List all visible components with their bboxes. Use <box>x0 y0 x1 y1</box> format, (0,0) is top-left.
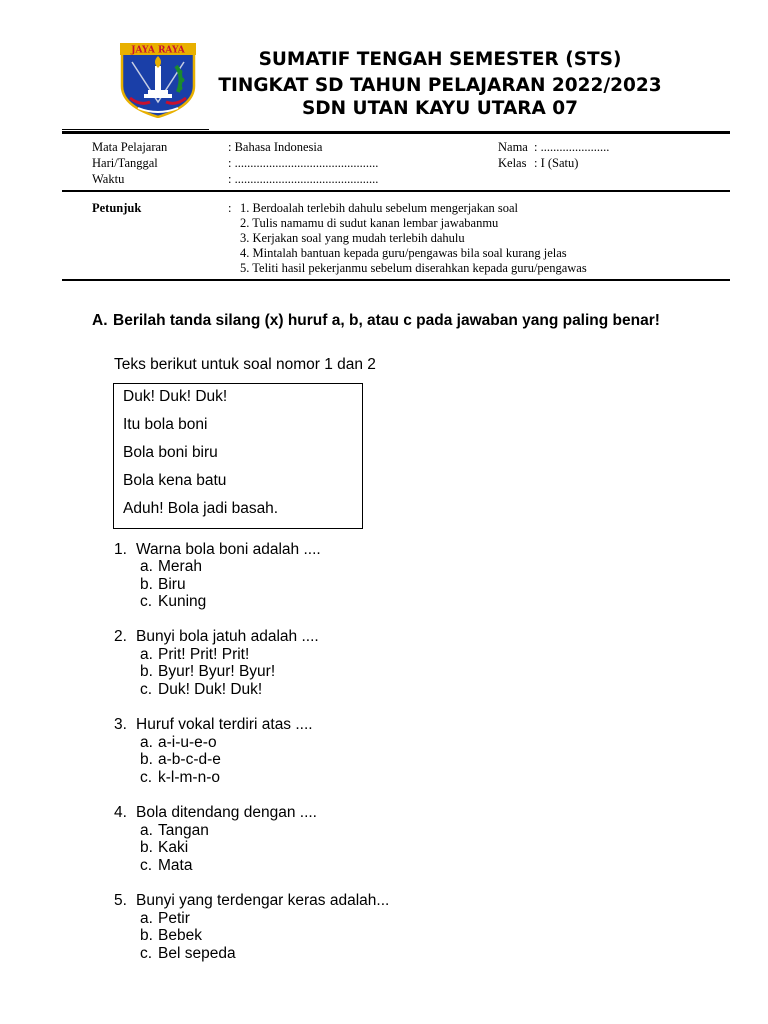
hari-label: Hari/Tanggal <box>92 156 158 170</box>
question-2-option-b[interactable]: b. Byur! Byur! Byur! <box>140 663 276 680</box>
question-text: Huruf vokal terdiri atas .... <box>136 716 313 733</box>
waktu-value: : .............................................. <box>228 172 379 186</box>
question-5-option-a[interactable]: a. Petir <box>140 910 190 927</box>
reading-line: Duk! Duk! Duk! <box>123 388 228 405</box>
question-text: Bunyi bola jatuh adalah .... <box>136 628 319 645</box>
exam-title: SUMATIF TENGAH SEMESTER (STS) <box>258 49 622 70</box>
reading-subtitle: Teks berikut untuk soal nomor 1 dan 2 <box>114 356 376 373</box>
reading-line: Aduh! Bola jadi basah. <box>123 500 279 517</box>
question-number: 2. <box>114 628 127 645</box>
section-letter: A. <box>92 312 108 329</box>
reading-text-box <box>113 383 363 529</box>
petunjuk-item-4: 4. Mintalah bantuan kepada guru/pengawas bila soal kurang jelas <box>240 246 567 260</box>
jaya-raya-logo <box>118 42 198 118</box>
petunjuk-label: Petunjuk <box>92 201 142 215</box>
mapel-value: : Bahasa Indonesia <box>228 140 323 154</box>
question-1-option-b[interactable]: b. Biru <box>140 576 186 593</box>
question-3 <box>114 716 313 734</box>
info-rule <box>62 190 730 192</box>
question-3-option-a[interactable]: a. a-i-u-e-o <box>140 734 217 751</box>
svg-text:JAYA RAYA: JAYA RAYA <box>131 45 185 56</box>
nama-value: : ...................... <box>534 140 610 154</box>
reading-line: Bola boni biru <box>123 444 218 461</box>
header-rule-thick <box>62 131 730 134</box>
reading-line: Bola kena batu <box>123 472 227 489</box>
question-1 <box>114 541 321 559</box>
question-2-option-a[interactable]: a. Prit! Prit! Prit! <box>140 646 250 663</box>
mapel-label: Mata Pelajaran <box>92 140 168 154</box>
question-5-option-b[interactable]: b. Bebek <box>140 927 202 944</box>
section-instruction <box>92 311 712 331</box>
question-number: 5. <box>114 892 127 909</box>
question-4-option-c[interactable]: c. Mata <box>140 857 193 874</box>
question-5-option-c[interactable]: c. Bel sepeda <box>140 945 236 962</box>
question-text: Warna bola boni adalah .... <box>136 541 321 558</box>
question-text: Bola ditendang dengan .... <box>136 804 317 821</box>
reading-line: Itu bola boni <box>123 416 208 433</box>
question-2 <box>114 628 319 646</box>
petunjuk-item-5: 5. Teliti hasil pekerjanmu sebelum diserahkan kepada guru/pengawas <box>240 261 587 275</box>
kelas-value: : I (Satu) <box>534 156 579 170</box>
header-rule-thin <box>62 129 209 130</box>
question-number: 1. <box>114 541 127 558</box>
kelas-label: Kelas <box>498 156 527 170</box>
question-3-option-c[interactable]: c. k-l-m-n-o <box>140 769 220 786</box>
question-5 <box>114 892 389 910</box>
question-4 <box>114 804 317 822</box>
petunjuk-item-3: 3. Kerjakan soal yang mudah terlebih dahulu <box>240 231 465 245</box>
question-text: Bunyi yang terdengar keras adalah... <box>136 892 390 909</box>
petunjuk-item-2: 2. Tulis namamu di sudut kanan lembar jawabanmu <box>240 216 499 230</box>
question-number: 4. <box>114 804 127 821</box>
petunjuk-item-1: 1. Berdoalah terlebih dahulu sebelum mengerjakan soal <box>240 201 519 215</box>
question-1-option-c[interactable]: c. Kuning <box>140 593 207 610</box>
nama-label: Nama <box>498 140 528 154</box>
question-2-option-c[interactable]: c. Duk! Duk! Duk! <box>140 681 263 698</box>
petunjuk-colon: : <box>228 201 232 215</box>
school-name: SDN UTAN KAYU UTARA 07 <box>301 98 579 119</box>
question-3-option-b[interactable]: b. a-b-c-d-e <box>140 751 221 768</box>
question-1-option-a[interactable]: a. Merah <box>140 558 202 575</box>
section-instruction-text: Berilah tanda silang (x) huruf a, b, atau c pada jawaban yang paling benar! <box>113 312 660 329</box>
exam-level-year: TINGKAT SD TAHUN PELAJARAN 2022/2023 <box>218 75 662 96</box>
petunjuk-rule <box>62 279 730 281</box>
question-4-option-b[interactable]: b. Kaki <box>140 839 189 856</box>
waktu-label: Waktu <box>92 172 125 186</box>
question-4-option-a[interactable]: a. Tangan <box>140 822 209 839</box>
question-number: 3. <box>114 716 127 733</box>
hari-value: : .............................................. <box>228 156 379 170</box>
